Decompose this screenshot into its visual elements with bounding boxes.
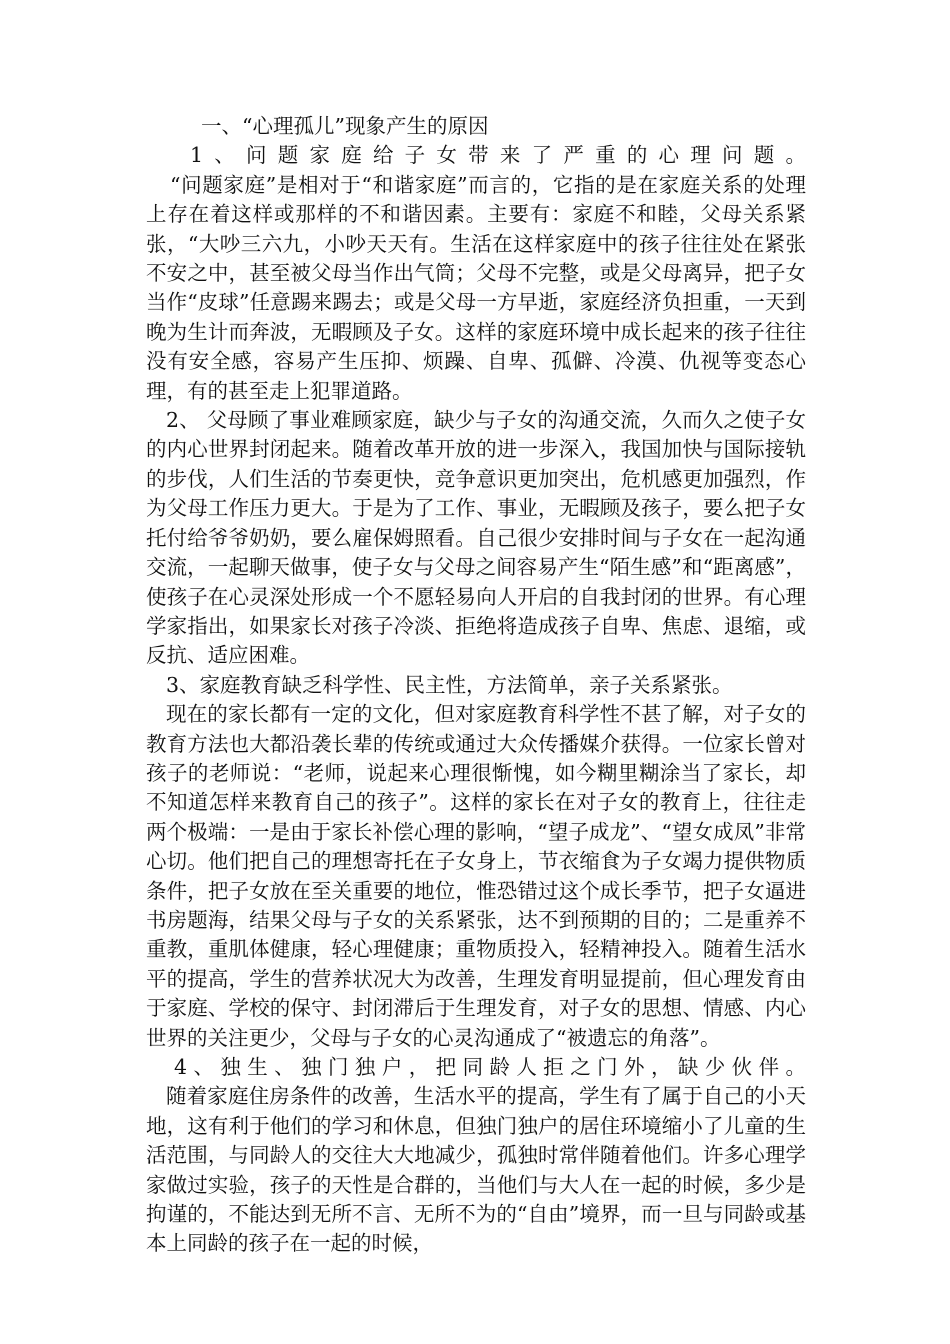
section-2-body: 2、 父母顾了事业难顾家庭，缺少与子女的沟通交流，久而久之使子女的内心世界封闭起来。随着改革开放的进一步深入，我国加快与国际接轨的步伐，人们生活的节奏更快，竞争意识更加突出，危机感更加强烈，作为父母工作压力更大。于是为了工作、事业，无暇顾及孩子，要么把子女托付给爷爷奶奶，要么雇保姆照看。自己很少安排时间与子女在一起沟通交流，一起聊天做事，使子女与父母之间容易产生“陌生感”和“距离感”，使孩子在心灵深处形成一个不愿轻易向人开启的自我封闭的世界。有心理学家指出，如果家长对孩子冷淡、拒绝将造成孩子自卑、焦虑、退缩，或反抗、适应困难。 [146,408,806,668]
section-3-body: 现在的家长都有一定的文化，但对家庭教育科学性不甚了解，对子女的教育方法也大都沿袭长辈的传统或通过大众传播媒介获得。一位家长曾对孩子的老师说：“老师，说起来心理很惭愧，如今糊里糊涂当了家长，却不知道怎样来教育自己的孩子”。这样的家长在对子女的教育上，往往走两个极端：一是由于家长补偿心理的影响，“望子成龙”、“望女成凤”非常心切。他们把自己的理想寄托在子女身上，节衣缩食为子女竭力提供物质条件，把子女放在至关重要的地位，惟恐错过这个成长季节，把子女逼进书房题海，结果父母与子女的关系紧张，达不到预期的目的；二是重养不重教，重肌体健康，轻心理健康；重物质投入，轻精神投入。随着生活水平的提高，学生的营养状况大为改善，生理发育明显提前，但心理发育由于家庭、学校的保守、封闭滞后于生理发育，对子女的思想、情感、内心世界的关注更少，父母与子女的心灵沟通成了“被遗忘的角落”。 [146,702,806,1050]
section-1-title: 1、问题家庭给子女带来了严重的心理问题。 [190,143,806,168]
section-heading: 一、“心理孤儿”现象产生的原因 [201,114,489,138]
section-4-title: 4、独生、独门独户，把同龄人拒之门外，缺少伙伴。 [174,1055,806,1079]
section-3-title: 3、家庭教育缺乏科学性、民主性，方法简单，亲子关系紧张。 [166,672,733,697]
section-4-body: 随着家庭住房条件的改善，生活水平的提高，学生有了属于自己的小天地，这有利于他们的学习和休息，但独门独户的居住环境缩小了儿童的生活范围，与同龄人的交往大大地减少，孤独时常伴随着他们。许多心理学家做过实验，孩子的天性是合群的，当他们与大人在一起的时候，多少是拘谨的，不能达到无所不言、无所不为的“自由”境界，而一旦与同龄或基本上同龄的孩子在一起的时候， [146,1084,806,1256]
section-1-body: “问题家庭”是相对于“和谐家庭”而言的，它指的是在家庭关系的处理上存在着这样或那样的不和谐因素。主要有：家庭不和睦，父母关系紧张，“大吵三六九，小吵天天有。生活在这样家庭中的孩子往往处在紧张不安之中，甚至被父母当作出气筒；父母不完整，或是父母离异，把子女当作“皮球”任意踢来踢去；或是父母一方早逝，家庭经济负担重，一天到晚为生计而奔波，无暇顾及子女。这样的家庭环境中成长起来的孩子往往没有安全感，容易产生压抑、烦躁、自卑、孤僻、冷漠、仇视等变态心理，有的甚至走上犯罪道路。 [146,172,806,403]
document-page [146,112,806,1259]
